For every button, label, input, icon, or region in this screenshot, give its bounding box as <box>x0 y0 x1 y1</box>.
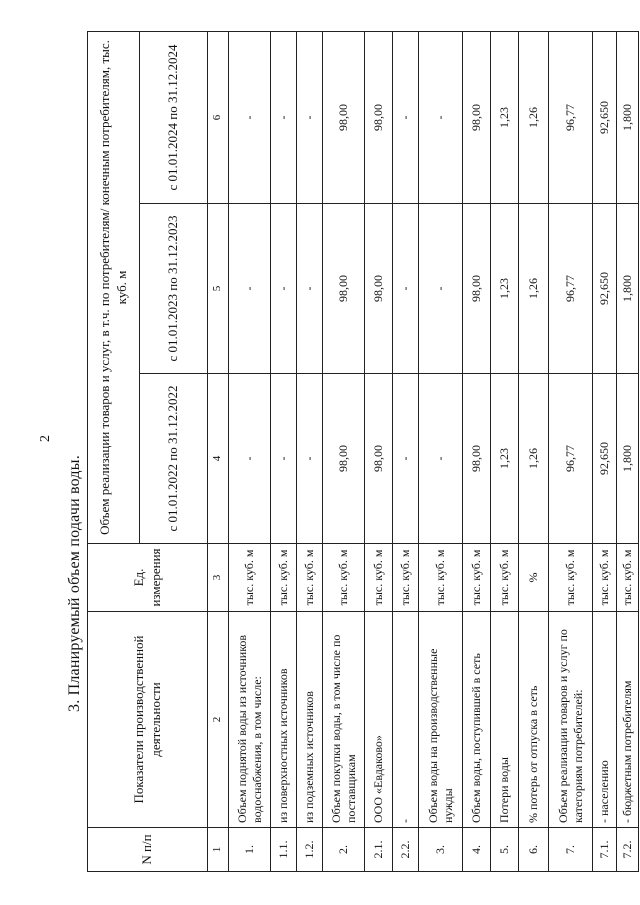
row-value-2024: - <box>271 31 297 203</box>
row-value-2023: 92,650 <box>593 204 617 374</box>
row-name: Объем поднятой воды из источников водоснабжения, в том числе: <box>229 612 271 828</box>
row-name: Объем покупки воды, в том числе по поставщикам <box>323 612 365 828</box>
row-unit: тыс. куб. м <box>229 544 271 612</box>
row-unit: тыс. куб. м <box>419 544 463 612</box>
row-unit: тыс. куб. м <box>323 544 365 612</box>
header-period-2022: с 01.01.2022 по 31.12.2022 <box>140 374 208 544</box>
row-name: Объем реализации товаров и услуг по категориям потребителей: <box>549 612 593 828</box>
row-value-2024: - <box>229 31 271 203</box>
table-row <box>491 31 519 871</box>
row-value-2024: 92,650 <box>593 31 617 203</box>
row-name: Объем воды на производственные нужды <box>419 612 463 828</box>
row-unit: тыс. куб. м <box>393 544 419 612</box>
row-num: 5. <box>491 828 519 872</box>
row-value-2022: 98,00 <box>323 374 365 544</box>
table-row <box>593 31 617 871</box>
row-value-2024: - <box>419 31 463 203</box>
water-supply-table <box>87 31 639 872</box>
row-value-2024: 1,26 <box>519 31 549 203</box>
row-value-2023: 1,26 <box>519 204 549 374</box>
header-indicator: Показатели производственной деятельности <box>88 612 208 828</box>
section-title: 3. Планируемый объем подачи воды. <box>66 455 83 712</box>
row-name: из подземных источников <box>297 612 323 828</box>
row-name: - бюджетным потребителям <box>617 612 639 828</box>
row-value-2023: - <box>297 204 323 374</box>
row-value-2024: - <box>297 31 323 203</box>
row-value-2024: 98,00 <box>365 31 393 203</box>
row-name: - <box>393 612 419 828</box>
table-row <box>365 31 393 871</box>
row-value-2023: - <box>393 204 419 374</box>
row-value-2024: - <box>393 31 419 203</box>
row-unit: тыс. куб. м <box>297 544 323 612</box>
table-row <box>297 31 323 871</box>
header-period-2024: с 01.01.2024 по 31.12.2024 <box>140 31 208 203</box>
row-num: 6. <box>519 828 549 872</box>
row-name: ООО «Евдаково» <box>365 612 393 828</box>
row-value-2022: 92,650 <box>593 374 617 544</box>
row-num: 2. <box>323 828 365 872</box>
row-value-2022: - <box>419 374 463 544</box>
row-unit: тыс. куб. м <box>549 544 593 612</box>
row-value-2023: - <box>229 204 271 374</box>
row-unit: тыс. куб. м <box>593 544 617 612</box>
header-unit: Ед. измерения <box>88 544 208 612</box>
row-value-2023: 1,800 <box>617 204 639 374</box>
row-value-2023: - <box>419 204 463 374</box>
row-unit: % <box>519 544 549 612</box>
table-row <box>549 31 593 871</box>
row-unit: тыс. куб. м <box>365 544 393 612</box>
row-value-2023: 98,00 <box>323 204 365 374</box>
row-value-2023: - <box>271 204 297 374</box>
header-period-2023: с 01.01.2023 по 31.12.2023 <box>140 204 208 374</box>
colnum-3: 3 <box>208 544 229 612</box>
row-unit: тыс. куб. м <box>617 544 639 612</box>
table-row <box>393 31 419 871</box>
row-value-2023: 98,00 <box>365 204 393 374</box>
row-num: 7. <box>549 828 593 872</box>
header-group: Объем реализации товаров и услуг, в т.ч. по потребителям/ конечным потребителям, тыс. куб. м <box>88 31 140 543</box>
row-num: 7.1. <box>593 828 617 872</box>
row-value-2022: 1,26 <box>519 374 549 544</box>
row-num: 1.2. <box>297 828 323 872</box>
rotated-page <box>14 12 634 892</box>
row-unit: тыс. куб. м <box>271 544 297 612</box>
table-row <box>323 31 365 871</box>
row-value-2023: 98,00 <box>463 204 491 374</box>
row-value-2022: 98,00 <box>365 374 393 544</box>
row-unit: тыс. куб. м <box>463 544 491 612</box>
table-row <box>519 31 549 871</box>
table-row <box>271 31 297 871</box>
row-num: 7.2. <box>617 828 639 872</box>
colnum-6: 6 <box>208 31 229 203</box>
table-row <box>229 31 271 871</box>
row-value-2022: - <box>229 374 271 544</box>
table-row <box>419 31 463 871</box>
colnum-1: 1 <box>208 828 229 872</box>
row-num: 1.1. <box>271 828 297 872</box>
row-value-2022: 1,23 <box>491 374 519 544</box>
row-value-2024: 98,00 <box>323 31 365 203</box>
row-value-2024: 1,23 <box>491 31 519 203</box>
row-name: % потерь от отпуска в сеть <box>519 612 549 828</box>
row-num: 2.2. <box>393 828 419 872</box>
row-unit: тыс. куб. м <box>491 544 519 612</box>
row-value-2022: - <box>271 374 297 544</box>
table-row <box>617 31 639 871</box>
row-name: из поверхностных источников <box>271 612 297 828</box>
header-num: N п/п <box>88 828 208 872</box>
row-value-2022: - <box>393 374 419 544</box>
row-value-2024: 96,77 <box>549 31 593 203</box>
row-name: Потери воды <box>491 612 519 828</box>
colnum-5: 5 <box>208 204 229 374</box>
row-value-2023: 1,23 <box>491 204 519 374</box>
row-num: 3. <box>419 828 463 872</box>
row-value-2023: 96,77 <box>549 204 593 374</box>
row-value-2024: 98,00 <box>463 31 491 203</box>
page-number: 2 <box>38 435 53 442</box>
row-num: 1. <box>229 828 271 872</box>
row-name: Объем воды, поступившей в сеть <box>463 612 491 828</box>
row-num: 4. <box>463 828 491 872</box>
row-value-2022: 96,77 <box>549 374 593 544</box>
row-num: 2.1. <box>365 828 393 872</box>
table-row <box>463 31 491 871</box>
row-value-2022: 98,00 <box>463 374 491 544</box>
row-value-2024: 1,800 <box>617 31 639 203</box>
row-value-2022: - <box>297 374 323 544</box>
row-value-2022: 1,800 <box>617 374 639 544</box>
colnum-4: 4 <box>208 374 229 544</box>
colnum-2: 2 <box>208 612 229 828</box>
row-name: - населению <box>593 612 617 828</box>
